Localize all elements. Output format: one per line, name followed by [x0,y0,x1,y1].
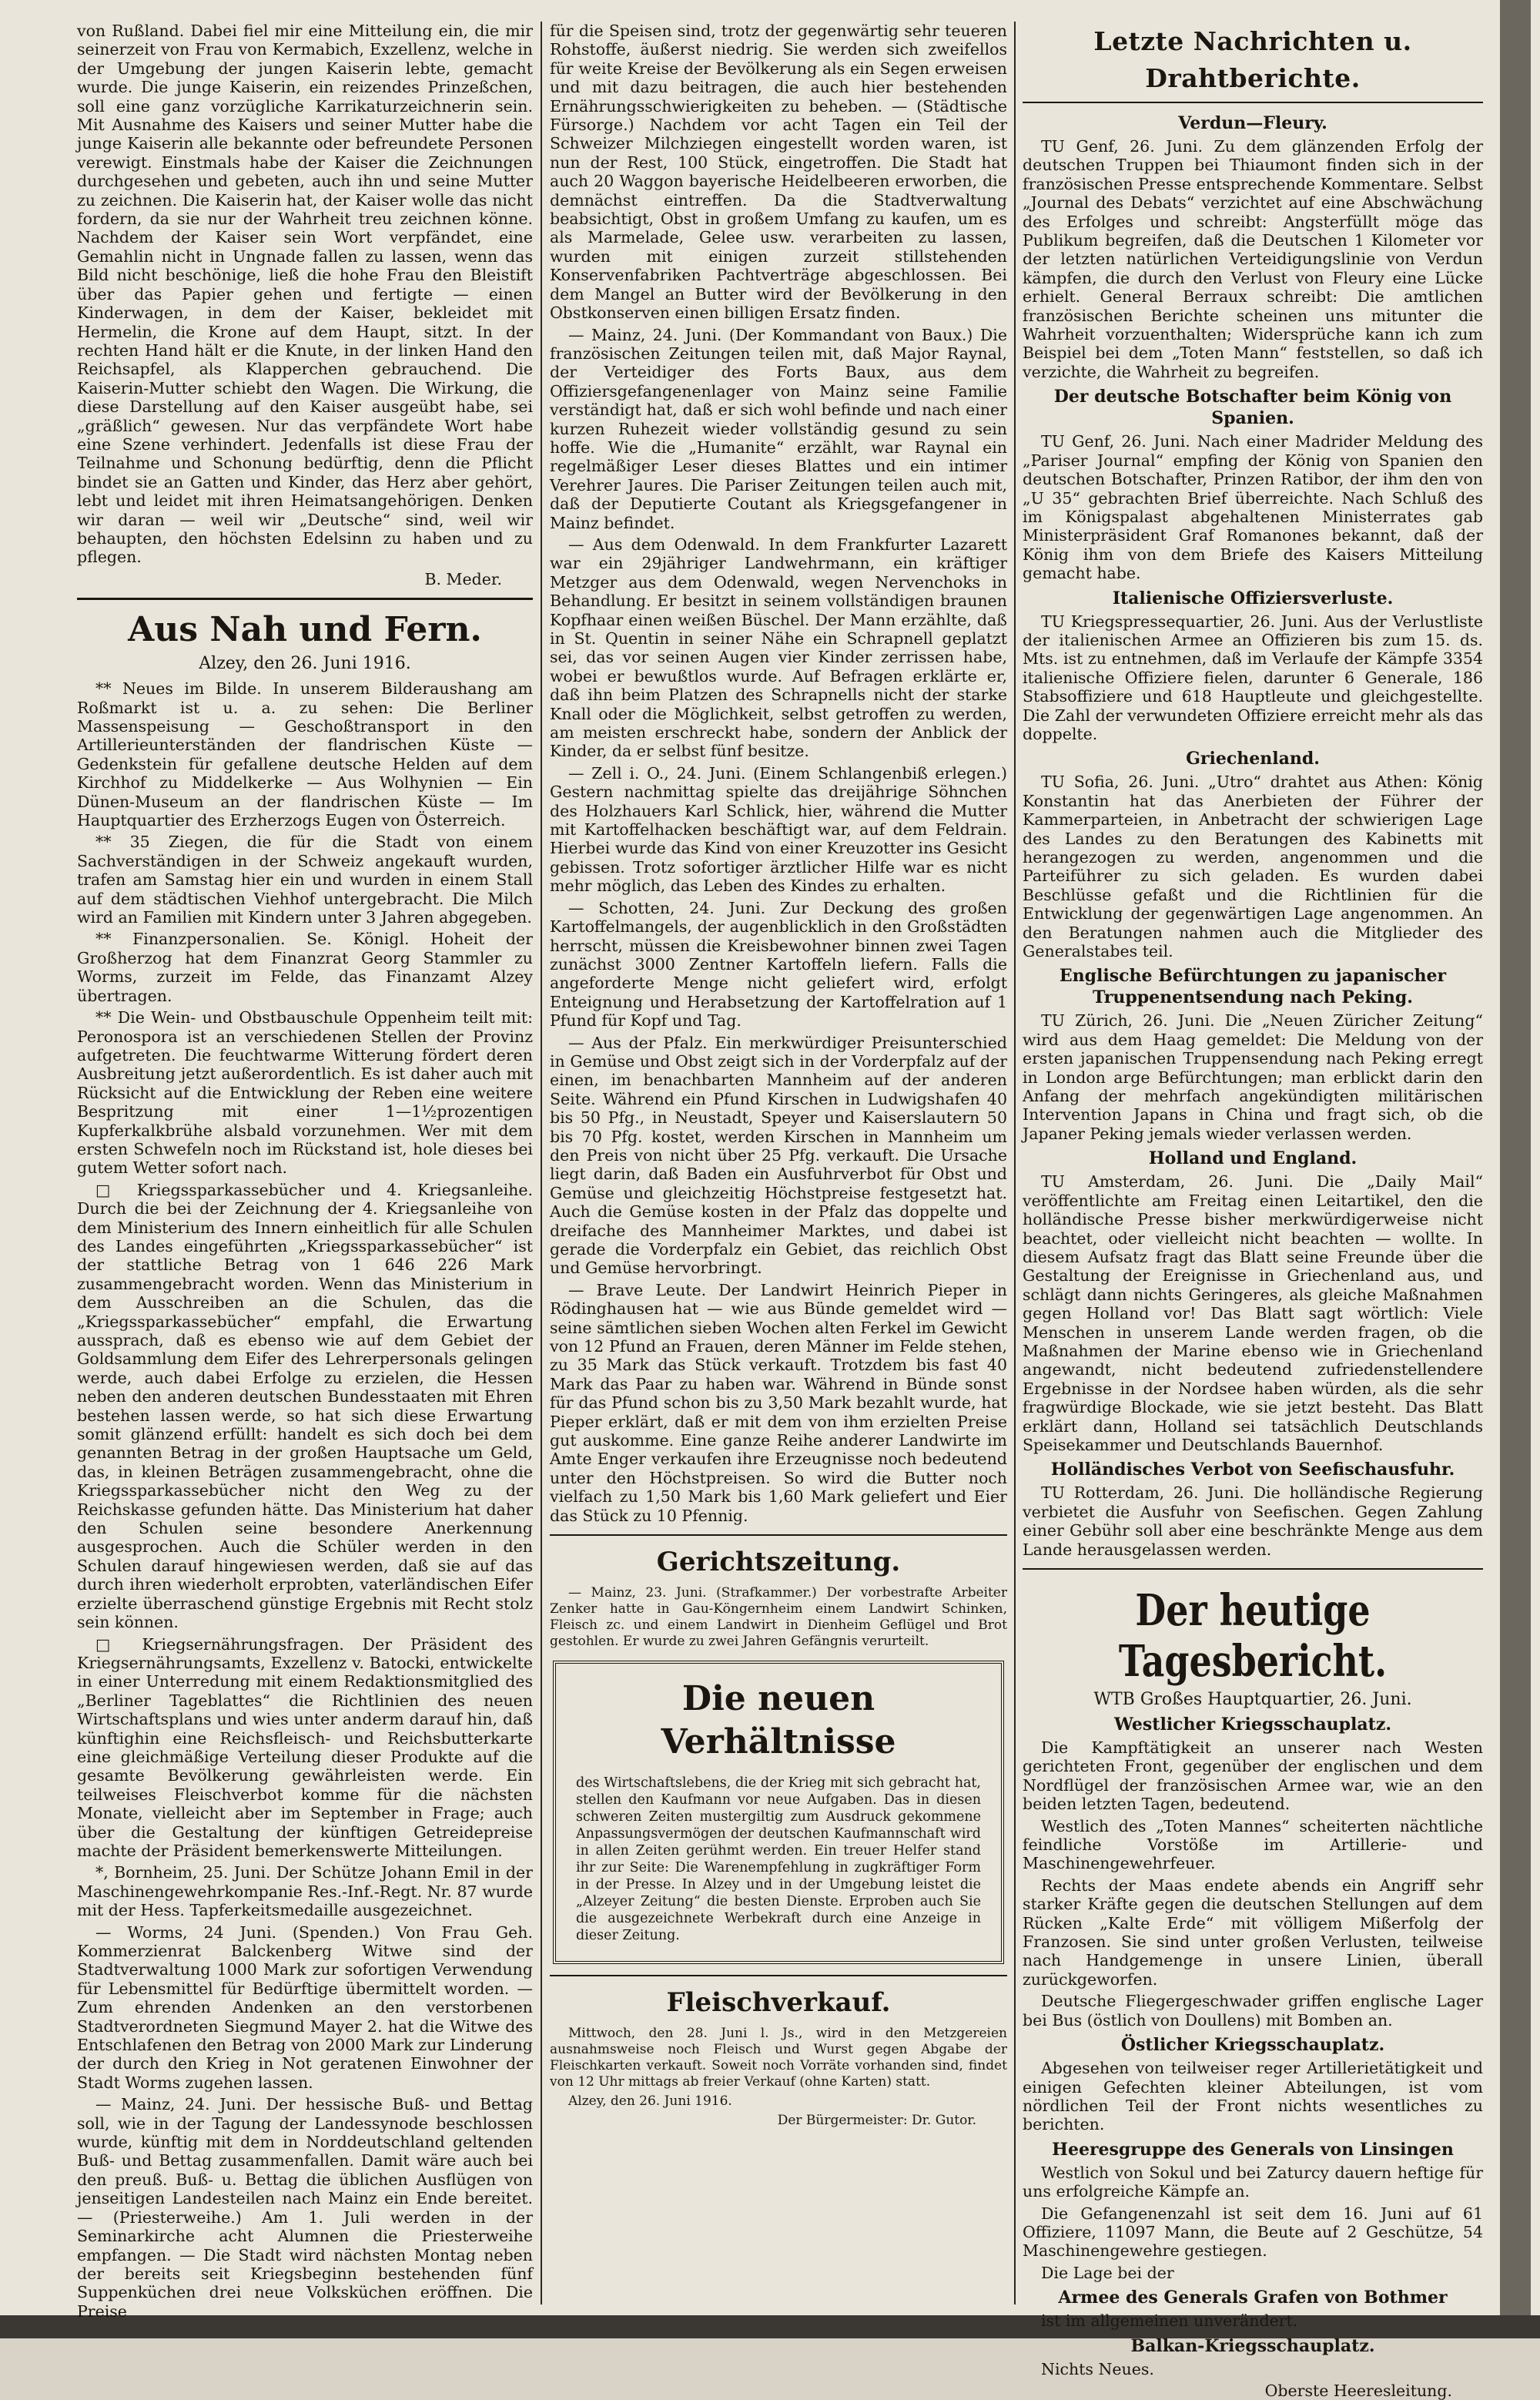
subhead: Italienische Offiziersverluste. [1112,588,1394,608]
section-holland [1023,1148,1483,1454]
news-item: □ Kriegsernährungsfragen. Der Präsident des Kriegsernährungsamts, Exzellenz v. Batocki, entwickelte in einer Unterredung mit einem Redaktionsmitglied des „Berliner Tageblattes“ die Richtlinien des neuen Wirtschaftsplans und wies unter anderm darauf hin, daß künftighin eine Reichsfleisch- und Reichsbutterkarte eine gleichmäßige Verteilung dieser Produkte auf die gesamte Bevölkerung gewährleisten werde. Ein teilweises Fleischverbot komme für die nächsten Monate, vielleicht aber im September in Frage; auch über die Gestaltung der künftigen Getreidepreise machte der Präsident bemerkenswerte Mitteilungen. [77,1634,533,1860]
subhead: Holländisches Verbot von Seefischausfuhr. [1050,1460,1455,1480]
report-item: Die Gefangenenzahl ist seit dem 16. Juni auf 61 Offiziere, 11097 Mann, die Beute auf 2 Geschütze, 54 Maschinengewehre gestiegen. [1023,2204,1483,2261]
news-item: — Worms, 24 Juni. (Spenden.) Von Frau Geh. Kommerzienrat Balckenberg Witwe sind der Stadtverwaltung 1000 Mark zur sofortigen Verwendung für Lebensmittel für Bedürftige übermittelt worden. — Zum ehrenden Andenken an den verstorbenen Stadtverordneten Siegmund Mayer 2. hat die Witwe des Entschlafenen den Betrag von 2000 Mark zur Linderung der durch den Krieg in Not geratenen Einwohner der Stadt Worms zugehen lassen. [77,1922,533,2092]
report-signature: Oberste Heeresleitung. [1264,2381,1452,2400]
advertisement-box [553,1661,1004,1964]
section-fish [1023,1459,1483,1559]
section-japan [1023,965,1483,1143]
divider [1023,1568,1483,1570]
news-item: — Mainz, 24. Juni. (Der Kommandant von Baux.) Die französischen Zeitungen teilen mit, daß Major Raynal, der Verteidiger des Forts Baux, aus dem Offiziersgefangenenlager von Mainz seine Familie verständigt hat, daß er sich wohl befinde und nach einer kurzen Ruhezeit wieder vollständig gesund zu sein hoffe. Wie die „Humanite“ erzählt, war Raynal ein regelmäßiger Leser dieses Blattes und ein intimer Verehrer Jaures. Die Pariser Zeitungen teilen auch mit, daß der Deputierte Coutant als Kriegsgefangener in Mainz befindet. [550,325,1007,532]
report-item: Westlich des „Toten Mannes“ scheiterten nächtliche feindliche Vorstöße im Artillerie- und Maschinengewehrfeuer. [1023,1816,1483,1873]
news-item: TU Kriegspressequartier, 26. Juni. Aus der Verlustliste der italienischen Armee an Offizieren bis zum 15. ds. Mts. ist zu entnehmen, daß im Verlaufe der Kämpfe 3354 italienische Offiziere fielen, darunter 6 Generale, 186 Stabsoffiziere und 618 Hauptleute und gleichgestellte. Die Zahl der verwundeten Offiziere erreicht mehr als das doppelte. [1023,612,1483,743]
subhead: Westlicher Kriegsschauplatz. [1114,1715,1391,1735]
column-3 [1023,22,1483,2400]
divider [550,1534,1007,1536]
column-rule-2 [1014,22,1016,2304]
scan-edge-right [1500,0,1531,2338]
news-item: — Schotten, 24. Juni. Zur Deckung des großen Kartoffelmangels, der augenblicklich in den Großstädten herrscht, müssen die Kreisbewohner binnen zwei Tagen zunächst 3000 Zentner Kartoffeln liefern. Falls die angeforderte Menge nicht geliefert wird, erfolgt Enteignung und Herabsetzung der Kartoffelration auf 1 Pfund für Kopf und Tag. [550,898,1007,1031]
dateline: Alzey, den 26. Juni 1916. [199,654,411,674]
report-item: ist im allgemeinen unverändert. [1041,2311,1298,2331]
column-rule-1 [541,22,542,2304]
report-item: Abgesehen von teilweiser reger Artillerietätigkeit und einigen Gefechten kleiner Abteilungen, ist vom nördlichen Teil der Front nichts wesentliches zu berichten. [1023,2059,1483,2134]
meat-sale-dateline: Alzey, den 26. Juni 1916. [568,2093,732,2110]
news-item: — Brave Leute. Der Landwirt Heinrich Pieper in Rödinghausen hat — wie aus Bünde gemeldet wird — seine sämtlichen sieben Wochen alten Ferkel im Gewicht von 12 Pfund an Frauen, deren Männer im Felde stehen, zu 35 Mark das Stück verkauft. Trotzdem bis fast 40 Mark das Paar zu haben war. Während in Bünde sonst für das Pfund schon bis zu 3,50 Mark bezahlt wurde, hat Pieper erklärt, daß er mit dem von ihm erzielten Preise gut auskomme. Eine ganze Reihe anderer Landwirte im Amte Enger verkaufen ihre Erzeugnisse noch bedeutend unter den Höchstpreisen. So wird die Butter noch vielfach zu 1,50 Mark bis 1,60 Mark geliefert und Eier das Stück zu 10 Pfennig. [550,1280,1007,1525]
news-item: — Mainz, 24. Juni. Der hessische Buß- und Bettag soll, wie in der Tagung der Landessynode beschlossen wurde, künftig mit dem in Norddeutschland geltenden Buß- und Bettag zusammenfallen. Damit wäre auch bei den preuß. Buß- u. Bettag die üblichen Ausflügen von jenseitigen Landesteilen nach Mainz ein Ende bereitet. — (Priesterweihe.) Am 1. Juli werden in der Seminarkirche acht Alumnen die Priesterweihe empfangen. — Die Stadt wird nächsten Montag neben der bereits seit Kriegsbeginn bestehenden fünf Suppenküchen drei neue Volksküchen eröffnen. Die Preise [77,2095,533,2321]
news-item: ** 35 Ziegen, die für die Stadt von einem Sachverständigen in der Schweiz angekauft wurden, trafen am Samstag hier ein und wurden in einem Stall auf dem städtischen Viehhof untergebracht. Die Milch wird an Familien mit Kindern unter 3 Jahren abgegeben. [77,833,533,927]
subhead: Armee des Generals Grafen von Bothmer [1058,2288,1448,2308]
section-spain [1023,386,1483,582]
report-item: Rechts der Maas endete abends ein Angriff sehr starker Kräfte gegen die deutschen Stellungen auf dem Rücken „Kalte Erde“ mit völligem Mißerfolg der Franzosen. Sie sind unter großen Verlusten, teilweise nach Handgemenge in unsere Linien, überall zurückgeworfen. [1023,1875,1483,1989]
news-item: TU Genf, 26. Juni. Zu dem glänzenden Erfolg der deutschen Truppen bei Thiaumont finden sich in der französischen Presse entsprechende Kommentare. Selbst „Journal des Debats“ verzichtet auf eine Abschwächung des Erfolges und schreibt: Angsterfüllt möge das Publikum begreifen, daß die Deutschen 1 Kilometer vor der letzten natürlichen Verteidigungslinie von Verdun kämpfen, die durch den Verlust von Fleury eine Lücke erhielt. General Berraux schreibt: Die amtlichen französischen Berichte scheinen uns mitunter die Wahrheit vorzuenthalten; Widersprüche kann ich zum Beispiel bei dem „Toten Mann“ feststellen, so daß ich verzichte, die Wahrheit zu begreifen. [1023,137,1483,381]
signature: B. Meder. [424,569,502,588]
news-item: — Zell i. O., 24. Juni. (Einem Schlangenbiß erlegen.) Gestern nachmittag spielte das dreijährige Söhnchen des Holzhauers Karl Schlick, hier, während die Mutter mit Kartoffelhacken beschäftigt war, auf dem Feldrain. Hierbei wurde das Kind von einer Kreuzotter ins Gesicht gebissen. Trotz sofortiger ärztlicher Hilfe war es nicht mehr möglich, das Leben des Kindes zu erhalten. [550,763,1007,896]
news-item: für die Speisen sind, trotz der gegenwärtig sehr teueren Rohstoffe, äußerst niedrig. Sie werden sich zweifellos für weite Kreise der Bevölkerung als ein Segen erweisen und mit dazu beitragen, die auch hier bestehenden Ernährungsschwierigkeiten zu beheben. — (Städtische Fürsorge.) Nachdem vor acht Tagen ein Teil der Schweizer Milchziegen eingestellt worden waren, ist nun der Rest, 100 Stück, eingetroffen. Die Stadt hat auch 20 Waggon bayerische Heidelbeeren erworben, die demnächst eintreffen. Da die Stadtverwaltung beabsichtigt, Obst in großem Umfang zu kaufen, um es als Marmelade, Gelee usw. verarbeiten zu lassen, wurden mit einigen zurzeit stillstehenden Konservenfabriken Pachtverträge abgeschlossen. Bei dem Mangel an Butter wird der Bevölkerung in den Obstkonserven einen billigen Ersatz finden. [550,22,1007,323]
subhead: Verdun—Fleury. [1178,113,1327,133]
meat-sale-signature: Der Bürgermeister: Dr. Gutor. [777,2113,976,2129]
latest-news-title: Letzte Nachrichten u. Drahtberichte. [1093,26,1412,93]
report-item: Westlich von Sokul und bei Zaturcy dauern heftige für uns erfolgreiche Kämpfe an. [1023,2163,1483,2201]
report-item: Die Kampftätigkeit an unserer nach Westen gerichteten Front, gegenüber der englischen und dem Nordflügel der französischen Armee war, wie an den beiden letzten Tagen, bedeutend. [1023,1738,1483,1814]
news-item: — Aus der Pfalz. Ein merkwürdiger Preisunterschied in Gemüse und Obst zeigt sich in der Vorderpfalz auf der einen, im benachbarten Mannheim auf der anderen Seite. Während ein Pfund Kirschen in Ludwigshafen 40 bis 50 Pfg., in Neustadt, Speyer und Kaiserslautern 50 bis 70 Pfg. kostet, werden Kirschen in Mannheim um den Preis von nicht über 25 Pfg. verkauft. Die Ursache liegt darin, daß Baden ein Ausfuhrverbot für Obst und Gemüse und gleichzeitig Höchstpreise festgesetzt hat. Auch die Gemüse kosten in der Pfalz das doppelte und dreifache des Mannheimer Marktes, und dabei ist gerade die Vorderpfalz ein Gebiet, das reichlich Obst und Gemüse hervorbringt. [550,1033,1007,1278]
news-item: TU Rotterdam, 26. Juni. Die holländische Regierung verbietet die Ausfuhr von Seefischen. Gegen Zahlung einer Gebühr soll aber eine beschränkte Menge aus dem Lande herausgelassen werden. [1023,1483,1483,1559]
subhead: Heeresgruppe des Generals von Linsingen [1052,2139,1454,2160]
court-title: Gerichtszeitung. [656,1547,901,1578]
subhead: Griechenland. [1186,749,1320,769]
news-item: □ Kriegssparkassebücher und 4. Kriegsanleihe. Durch die bei der Zeichnung der 4. Kriegsanleihe von dem Ministerium des Innern einheitlich für alle Schulen des Landes eingeführten „Kriegssparkassebücher“ ist der stattliche Betrag von 1 646 226 Mark zusammengebracht worden. Wenn das Ministerium in dem Ausschreiben an die Schulen, das die „Kriegssparkassebücher“ empfahl, die Erwartung aussprach, daß es ebenso wie auf dem Gebiet der Goldsammlung dem Eifer des Lehrerpersonals gelingen werde, auch dabei Erfolge zu erzielen, die Hessen neben den anderen deutschen Bundesstaaten mit Ehren bestehen lassen werde, so hat sich diese Erwartung somit glänzend erfüllt: handelt es sich doch bei dem genannten Betrag in der großen Hauptsache um Geld, das, in kleinen Beträgen zusammengebracht, ohne die Kriegssparkassebücher nicht den Weg zu der Reichskasse gefunden hätte. Das Ministerium hat daher den Schulen seine besondere Anerkennung ausgesprochen. Auch die Schüler werden in den Schulen darauf hingewiesen werden, daß sie auf das durch ihren wiederholt erprobten, vaterländischen Eifer erzielte überraschend günstige Ergebnis mit Recht stolz sein können. [77,1180,533,1632]
column-1 [77,22,533,2321]
ad-title: Die neuen Verhältnisse [661,1679,896,1762]
court-item: — Mainz, 23. Juni. (Strafkammer.) Der vorbestrafte Arbeiter Zenker hatte in Gau-Köngernheim einem Landwirt Schinken, Fleisch zc. und einem Landwirt in Dienheim Geflügel und Brot gestohlen. Er wurde zu zwei Jahren Gefängnis verurteilt. [550,1585,1007,1650]
news-item: ** Finanzpersonalien. Se. Königl. Hoheit der Großherzog hat dem Finanzrat Georg Stammler zu Worms, zurzeit im Felde, das Finanzamt Alzey übertragen. [77,930,533,1005]
section-title: Aus Nah und Fern. [128,610,482,650]
ad-text: des Wirtschaftslebens, die der Krieg mit sich gebracht hat, stellen den Kaufmann vor neue Aufgaben. Das in diesen schweren Zeiten mustergiltig zum Ausdruck gekommene Anpassungsvermögen der deutschen Kaufmannschaft wird in allen Zeiten gerühmt werden. Ein treuer Helfer stand ihr zur Seite: Die Warenempfehlung in zugkräftiger Form in der Presse. In Alzey und in der Umgebung leistet die „Alzeyer Zeitung“ die besten Dienste. Erproben auch Sie die ausgezeichnete Werbekraft durch eine Anzeige in dieser Zeitung. [576,1775,981,1944]
news-item: *, Bornheim, 25. Juni. Der Schütze Johann Emil in der Maschinengewehrkompanie Res.-Inf.-Regt. Nr. 87 wurde mit der Hess. Tapferkeitsmedaille ausgezeichnet. [77,1863,533,1920]
section-greece [1023,748,1483,960]
meat-sale-text: Mittwoch, den 28. Juni l. Js., wird in den Metzgereien ausnahmsweise noch Fleisch und Wurst gegen Abgabe der Fleischkarten verkauft. Soweit noch Vorräte vorhanden sind, findet von 12 Uhr mittags ab freier Verkauf (ohne Karten) statt. [550,2026,1007,2090]
news-item: TU Sofia, 26. Juni. „Utro“ drahtet aus Athen: König Konstantin hat das Anerbieten der Führer der Kammerparteien, in Anbetracht der schwierigen Lage des Landes zu den Beratungen des Kabinetts mit herangezogen zu werden, angenommen und die Parteiführer zu sich geladen. Es wurden dabei Beschlüsse gefaßt und die Richtlinien für die Entwicklung der gegenwärtigen Lage angenommen. An den Beratungen nahmen auch die Mitglieder des Generalstabes teil. [1023,773,1483,961]
subhead: Balkan-Kriegsschauplatz. [1130,2335,1375,2356]
daily-report-title: Der heutige Tagesbericht. [1118,1585,1388,1687]
section-verdun [1023,112,1483,381]
subhead: Englische Befürchtungen zu japanischer Truppenentsendung nach Peking. [1059,966,1447,1008]
divider [550,1975,1007,1976]
news-item: TU Genf, 26. Juni. Nach einer Madrider Meldung des „Pariser Journal“ empfing der König von Spanien den deutschen Botschafter, Prinzen Ratibor, der ihm den von „U 35“ gebrachten Brief überreichte. Nach Schluß des im Königspalast abgehaltenen Ministerrates gab Ministerpräsident Graf Romanones bekannt, daß der König ihm von dem Briefe des Kaisers Mitteilung gemacht habe. [1023,432,1483,583]
article-continuation: von Rußland. Dabei fiel mir eine Mitteilung ein, die mir seinerzeit von Frau von Kermabich, Exzellenz, welche in der Umgebung der jungen Kaiserin lebte, gemacht wurde. Die junge Kaiserin, ein reizendes Prinzeßchen, soll eine ganz vorzügliche Karrikaturzeichnerin sein. Mit Ausnahme des Kaisers und seiner Mutter habe die junge Kaiserin alle bekannte oder befreundete Personen verewigt. Einstmals habe der Kaiser die Zeichnungen durchgesehen und gebeten, auch ihn und seine Mutter zu zeichnen. Die Kaiserin hat, der Kaiser wolle das nicht fordern, da sie nur der Wahrheit treu zeichnen könne. Nachdem der Kaiser sein Wort verpfändet, eine Gemahlin nicht in Ungnade fallen zu lassen, wenn das Bild nicht beschönige, ließ die hohe Frau den Bleistift über das Papier gehen und fertigte — einen Kinderwagen, in dem der Kaiser, bekleidet mit Hermelin, die Krone auf dem Haupt, sitzt. In der rechten Hand hält er die Knute, in der linken Hand den Reichsapfel, als Klapperchen gebrauchend. Die Kaiserin-Mutter schiebt den Wagen. Die Wirkung, die diese Darstellung auf den Kaiser ausgeübt habe, sei „gräßlich“ gewesen. Nur das verpfändete Wort habe eine Szene verhindert. Jedenfalls ist diese Frau der Teilnahme und Schonung bedürftig, denn die Pflicht bindet sie an Gatten und Kinder, das Herz aber gehört, lebt und leidet mit ihren Heimatsangehörigen. Denken wir daran — weil wir „Deutsche“ sind, weil wir behaupten, den höchsten Edelsinn zu haben und zu pflegen. [77,22,533,567]
daily-report-dateline: WTB Großes Hauptquartier, 26. Juni. [1093,1690,1412,1709]
news-item: ** Die Wein- und Obstbauschule Oppenheim teilt mit: Peronospora ist an verschiedenen Stellen der Provinz aufgetreten. Die feuchtwarme Witterung fördert deren Ausbreitung jetzt außerordentlich. Es ist daher auch mit Rücksicht auf die Entwicklung der Reben eine weitere Bespritzung mit einer 1—1½prozentigen Kupferkalkbrühe alsbald vorzunehmen. Wer mit dem ersten Schwefeln noch im Rückstand ist, hole dieses bei gutem Wetter sofort nach. [77,1008,533,1178]
report-item: Deutsche Fliegergeschwader griffen englische Lager bei Bus (östlich von Doullens) mit Bomben an. [1023,1992,1483,2030]
divider [77,598,533,600]
news-item: — Aus dem Odenwald. In dem Frankfurter Lazarett war ein 29jähriger Landwehrmann, ein kräftiger Metzger aus dem Odenwald, wegen Nervenchoks in Behandlung. Er besitzt in seinem vollständigen braunen Kopfhaar einen weißen Büschel. Der Mann erzählte, daß in St. Quentin in seiner Nähe ein Schrapnell geplatzt sei, das vor seinen Augen vier Kinder zerrissen habe, wobei er bewußtlos wurde. Auf Befragen erklärte er, daß ihn beim Platzen des Schrapnells nicht der starke Knall oder die Möglichkeit, selbst getroffen zu werden, am meisten erschreckt habe, sondern der Anblick der Kinder, da er selbst fünf besitze. [550,535,1007,761]
subhead: Östlicher Kriegsschauplatz. [1120,2035,1385,2056]
report-item: Nichts Neues. [1041,2359,1154,2378]
divider [1023,102,1483,103]
column-2 [550,22,1007,2311]
news-item: TU Amsterdam, 26. Juni. Die „Daily Mail“ veröffentlichte am Freitag einen Leitartikel, den die holländische Presse bisher merkwürdigerweise nicht beachtet, oder vielleicht nicht beachten — wollte. In diesem Aufsatz fragt das Blatt seine Freunde über die Gestaltung der Ereignisse in Griechenland aus, und schlägt dann nichts Geringeres, als gleiche Maßnahmen gegen Holland vor! Das Blatt sagt wörtlich: Viele Menschen in unserem Lande werden fragen, ob die Maßnahmen der Marine ebenso wie in Griechenland angewandt, nicht bedeutend zufriedenstellendere Ergebnisse in der Nordsee haben würden, als die sehr fragwürdige Blockade, wie sie jetzt besteht. Das Blatt erklärt dann, Holland sei tatsächlich Deutschlands Speisekammer und Deutschlands Bauernhof. [1023,1172,1483,1454]
subhead: Holland und England. [1148,1148,1358,1169]
meat-sale-title: Fleischverkauf. [666,1987,891,2019]
news-item: ** Neues im Bilde. In unserem Bilderaushang am Roßmarkt ist u. a. zu sehen: Die Berliner Massenspeisung — Geschoßtransport in den Artillerieunterständen der flandrischen Küste — Gedenkstein für gefallene deutsche Helden auf dem Kirchhof zu Middelkerke — Aus Wolhynien — Ein Dünen-Museum an der flandrischen Küste — Im Hauptquartier des Erzherzogs Eugen von Österreich. [77,679,533,830]
news-item: TU Zürich, 26. Juni. Die „Neuen Züricher Zeitung“ wird aus dem Haag gemeldet: Die Meldung von der ersten japanischen Truppensendung nach Peking erregt in London arge Befürchtungen; man erblickt darin den Anfang der mehrfach angekündigten militärischen Intervention Japans in China und fragt sich, ob die Japaner Peking jemals wieder verlassen werden. [1023,1011,1483,1143]
section-italian-losses [1023,588,1483,744]
subhead: Der deutsche Botschafter beim König von Spanien. [1053,387,1452,429]
report-item: Die Lage bei der [1041,2263,1174,2282]
